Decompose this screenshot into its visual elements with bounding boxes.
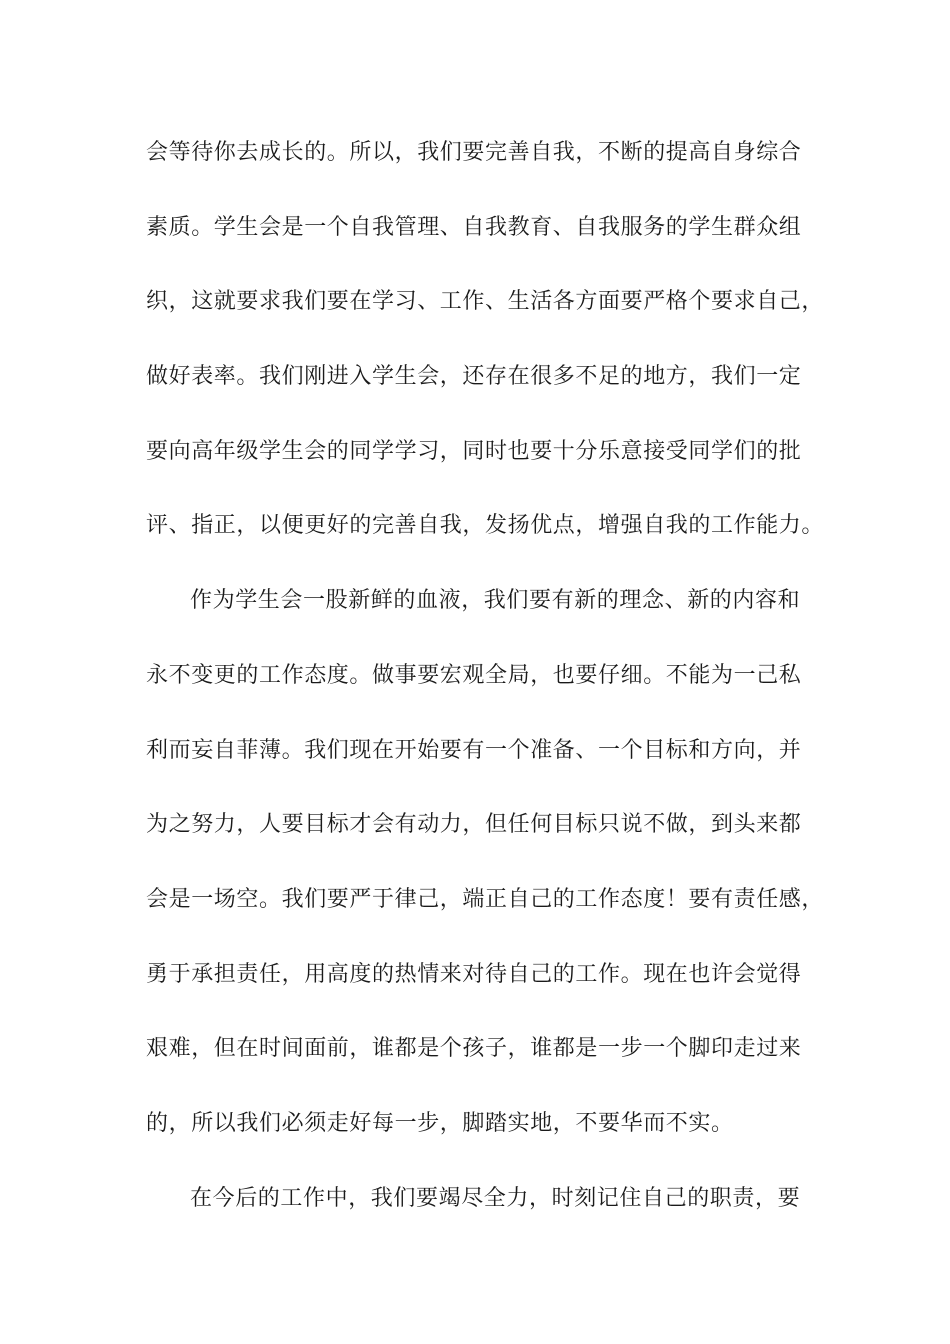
paragraph-first-line: 在今后的工作中，我们要竭尽全力，时刻记住自己的职责，要 xyxy=(190,1185,801,1211)
text-line: 的，所以我们必须走好每一步，脚踏实地，不要华而不实。 xyxy=(146,1110,734,1136)
text-line: 织，这就要求我们要在学习、工作、生活各方面要严格个要求自己， xyxy=(146,289,825,315)
text-line: 利而妄自菲薄。我们现在开始要有一个准备、一个目标和方向，并 xyxy=(146,737,802,763)
text-line: 勇于承担责任，用高度的热情来对待自己的工作。现在也许会觉得 xyxy=(146,961,802,987)
text-line: 会等待你去成长的。所以，我们要完善自我，不断的提高自身综合 xyxy=(146,140,802,165)
text-line: 艰难，但在时间面前，谁都是个孩子，谁都是一步一个脚印走过来 xyxy=(146,1036,802,1062)
document-body xyxy=(146,130,826,1250)
paragraph-first-line: 作为学生会一股新鲜的血液，我们要有新的理念、新的内容和 xyxy=(190,588,801,614)
text-line: 永不变更的工作态度。做事要宏观全局，也要仔细。不能为一己私 xyxy=(146,662,802,688)
text-line: 素质。学生会是一个自我管理、自我教育、自我服务的学生群众组 xyxy=(146,214,802,240)
text-line: 会是一场空。我们要严于律己，端正自己的工作态度！要有责任感， xyxy=(146,886,825,912)
text-line: 为之努力，人要目标才会有动力，但任何目标只说不做，到头来都 xyxy=(146,812,802,838)
text-line: 评、指正，以便更好的完善自我，发扬优点，增强自我的工作能力。 xyxy=(146,513,825,539)
text-line: 要向高年级学生会的同学学习，同时也要十分乐意接受同学们的批 xyxy=(146,438,802,464)
text-line: 做好表率。我们刚进入学生会，还存在很多不足的地方，我们一定 xyxy=(146,364,802,390)
